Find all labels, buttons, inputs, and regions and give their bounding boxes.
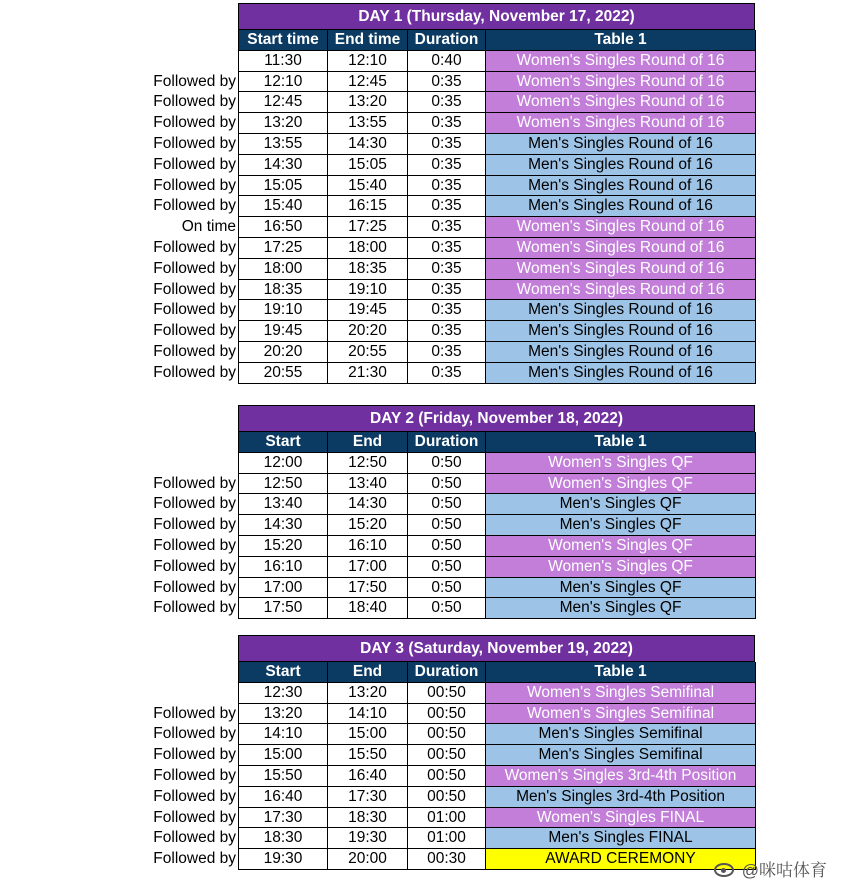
row-label: Followed by <box>153 135 236 152</box>
event-cell: Women's Singles QF <box>486 536 756 556</box>
row-label: Followed by <box>153 495 236 513</box>
end-time-cell: 15:05 <box>328 155 408 175</box>
column-header: Duration <box>408 662 486 682</box>
table-row <box>0 683 855 704</box>
row-label: Followed by <box>153 829 236 847</box>
table-row <box>0 134 855 155</box>
table-row <box>0 787 855 808</box>
event-cell: Women's Singles QF <box>486 474 756 494</box>
table-row <box>0 51 855 72</box>
event-cell: Women's Singles QF <box>486 557 756 577</box>
column-header: Table 1 <box>486 662 756 682</box>
column-header: Table 1 <box>486 432 756 452</box>
end-time-cell: 18:40 <box>328 598 408 618</box>
day-title: DAY 2 (Friday, November 18, 2022) <box>238 405 755 432</box>
row-label: Followed by <box>153 808 236 826</box>
event-cell: Men's Singles QF <box>486 515 756 535</box>
end-time-cell: 17:00 <box>328 557 408 577</box>
end-time-cell: 21:30 <box>328 363 408 383</box>
watermark-text: @咪咕体育 <box>741 861 827 880</box>
table-row <box>0 196 855 217</box>
table-row <box>0 598 855 619</box>
duration-cell: 0:35 <box>408 259 486 279</box>
start-time-cell: 16:40 <box>239 787 328 807</box>
duration-cell: 0:35 <box>408 134 486 154</box>
event-cell: Men's Singles Round of 16 <box>486 176 756 196</box>
column-header: End time <box>328 30 408 50</box>
duration-cell: 0:50 <box>408 598 486 618</box>
table-row <box>0 808 855 829</box>
start-time-cell: 13:20 <box>239 704 328 724</box>
row-label: Followed by <box>153 239 236 256</box>
table-row <box>0 300 855 321</box>
duration-cell: 0:35 <box>408 321 486 341</box>
start-time-cell: 20:55 <box>239 363 328 383</box>
end-time-cell: 13:40 <box>328 474 408 494</box>
table-row <box>0 238 855 259</box>
event-cell: Women's Singles Round of 16 <box>486 72 756 92</box>
event-cell: AWARD CEREMONY <box>486 849 756 869</box>
column-header: End <box>328 432 408 452</box>
end-time-cell: 18:00 <box>328 238 408 258</box>
column-header: Start <box>239 662 328 682</box>
start-time-cell: 18:00 <box>239 259 328 279</box>
table-row <box>0 766 855 787</box>
event-cell: Men's Singles Round of 16 <box>486 321 756 341</box>
duration-cell: 0:35 <box>408 342 486 362</box>
start-time-cell: 18:35 <box>239 280 328 300</box>
duration-cell: 0:35 <box>408 217 486 237</box>
event-cell: Men's Singles FINAL <box>486 828 756 848</box>
row-label: Followed by <box>153 301 236 319</box>
row-label: Followed by <box>153 176 236 194</box>
row-label: Followed by <box>153 474 236 492</box>
event-cell: Men's Singles Round of 16 <box>486 342 756 362</box>
end-time-cell: 15:40 <box>328 176 408 196</box>
end-time-cell: 20:00 <box>328 849 408 869</box>
start-time-cell: 14:30 <box>239 515 328 535</box>
start-time-cell: 19:45 <box>239 321 328 341</box>
row-label: Followed by <box>153 746 236 764</box>
event-cell: Men's Singles QF <box>486 578 756 598</box>
duration-cell: 0:40 <box>408 51 486 71</box>
start-time-cell: 17:25 <box>239 238 328 258</box>
start-time-cell: 15:00 <box>239 745 328 765</box>
table-row <box>0 363 855 384</box>
duration-cell: 01:00 <box>408 828 486 848</box>
end-time-cell: 17:50 <box>328 578 408 598</box>
end-time-cell: 19:10 <box>328 280 408 300</box>
event-cell: Men's Singles Round of 16 <box>486 300 756 320</box>
event-cell: Men's Singles 3rd-4th Position <box>486 787 756 807</box>
duration-cell: 00:50 <box>408 724 486 744</box>
duration-cell: 00:30 <box>408 849 486 869</box>
row-label: Followed by <box>153 93 236 111</box>
row-label: Followed by <box>153 787 236 805</box>
event-cell: Women's Singles Round of 16 <box>486 113 756 133</box>
duration-cell: 0:50 <box>408 515 486 535</box>
start-time-cell: 12:45 <box>239 92 328 112</box>
end-time-cell: 18:30 <box>328 808 408 828</box>
row-label: Followed by <box>153 537 236 554</box>
start-time-cell: 15:05 <box>239 176 328 196</box>
table-row <box>0 176 855 197</box>
table-row <box>0 828 855 849</box>
end-time-cell: 19:30 <box>328 828 408 848</box>
end-time-cell: 17:30 <box>328 787 408 807</box>
header-row <box>0 432 855 453</box>
event-cell: Men's Singles Semifinal <box>486 745 756 765</box>
event-cell: Men's Singles Round of 16 <box>486 134 756 154</box>
start-time-cell: 15:40 <box>239 196 328 216</box>
event-cell: Women's Singles 3rd-4th Position <box>486 766 756 786</box>
table-row <box>0 494 855 515</box>
column-header: Start <box>239 432 328 452</box>
event-cell: Men's Singles Round of 16 <box>486 363 756 383</box>
start-time-cell: 12:10 <box>239 72 328 92</box>
end-time-cell: 16:15 <box>328 196 408 216</box>
start-time-cell: 19:10 <box>239 300 328 320</box>
row-label: Followed by <box>153 363 236 381</box>
duration-cell: 0:35 <box>408 196 486 216</box>
row-label: Followed by <box>153 725 236 743</box>
table-row <box>0 280 855 301</box>
end-time-cell: 16:40 <box>328 766 408 786</box>
duration-cell: 0:35 <box>408 280 486 300</box>
end-time-cell: 14:30 <box>328 494 408 514</box>
event-cell: Women's Singles Semifinal <box>486 704 756 724</box>
duration-cell: 00:50 <box>408 704 486 724</box>
end-time-cell: 12:45 <box>328 72 408 92</box>
start-time-cell: 11:30 <box>239 51 328 71</box>
day-title: DAY 1 (Thursday, November 17, 2022) <box>238 3 755 30</box>
row-label: Followed by <box>153 114 236 132</box>
table-row <box>0 578 855 599</box>
watermark <box>712 856 827 881</box>
end-time-cell: 14:30 <box>328 134 408 154</box>
start-time-cell: 12:00 <box>239 453 328 473</box>
start-time-cell: 17:50 <box>239 598 328 618</box>
end-time-cell: 15:50 <box>328 745 408 765</box>
table-row <box>0 259 855 280</box>
table-row <box>0 72 855 93</box>
header-row <box>0 30 855 51</box>
header-row <box>0 662 855 683</box>
start-time-cell: 17:30 <box>239 808 328 828</box>
event-cell: Men's Singles QF <box>486 598 756 618</box>
start-time-cell: 13:55 <box>239 134 328 154</box>
duration-cell: 0:35 <box>408 300 486 320</box>
event-cell: Women's Singles Round of 16 <box>486 280 756 300</box>
row-label: Followed by <box>153 599 236 617</box>
column-header: End <box>328 662 408 682</box>
start-time-cell: 13:40 <box>239 494 328 514</box>
start-time-cell: 12:50 <box>239 474 328 494</box>
table-row <box>0 536 855 557</box>
row-label: Followed by <box>153 280 236 298</box>
table-row <box>0 745 855 766</box>
duration-cell: 0:50 <box>408 494 486 514</box>
table-row <box>0 321 855 342</box>
duration-cell: 0:35 <box>408 176 486 196</box>
table-row <box>0 515 855 536</box>
end-time-cell: 13:55 <box>328 113 408 133</box>
row-label: Followed by <box>153 704 236 722</box>
event-cell: Women's Singles Round of 16 <box>486 51 756 71</box>
table-row <box>0 704 855 725</box>
end-time-cell: 12:50 <box>328 453 408 473</box>
duration-cell: 00:50 <box>408 766 486 786</box>
end-time-cell: 15:00 <box>328 724 408 744</box>
duration-cell: 0:35 <box>408 113 486 133</box>
event-cell: Women's Singles Round of 16 <box>486 217 756 237</box>
start-time-cell: 17:00 <box>239 578 328 598</box>
duration-cell: 0:35 <box>408 92 486 112</box>
row-label: Followed by <box>153 557 236 575</box>
start-time-cell: 13:20 <box>239 113 328 133</box>
duration-cell: 0:50 <box>408 453 486 473</box>
event-cell: Men's Singles Round of 16 <box>486 196 756 216</box>
row-label: Followed by <box>153 322 236 340</box>
column-header: Duration <box>408 432 486 452</box>
event-cell: Men's Singles QF <box>486 494 756 514</box>
duration-cell: 0:50 <box>408 557 486 577</box>
end-time-cell: 20:20 <box>328 321 408 341</box>
start-time-cell: 15:50 <box>239 766 328 786</box>
row-label: Followed by <box>153 578 236 596</box>
start-time-cell: 18:30 <box>239 828 328 848</box>
row-label: Followed by <box>153 259 236 277</box>
table-row <box>0 453 855 474</box>
row-label: Followed by <box>153 155 236 173</box>
end-time-cell: 12:10 <box>328 51 408 71</box>
event-cell: Men's Singles Round of 16 <box>486 155 756 175</box>
table-row <box>0 557 855 578</box>
start-time-cell: 12:30 <box>239 683 328 703</box>
duration-cell: 0:50 <box>408 474 486 494</box>
row-label: On time <box>181 218 236 236</box>
row-label: Followed by <box>153 850 236 868</box>
end-time-cell: 17:25 <box>328 217 408 237</box>
start-time-cell: 14:10 <box>239 724 328 744</box>
duration-cell: 00:50 <box>408 683 486 703</box>
duration-cell: 0:50 <box>408 536 486 556</box>
event-cell: Women's Singles Round of 16 <box>486 259 756 279</box>
event-cell: Women's Singles Round of 16 <box>486 92 756 112</box>
start-time-cell: 15:20 <box>239 536 328 556</box>
table-row <box>0 92 855 113</box>
table-row <box>0 474 855 495</box>
end-time-cell: 20:55 <box>328 342 408 362</box>
duration-cell: 0:50 <box>408 578 486 598</box>
row-label: Followed by <box>153 72 236 90</box>
column-header: Table 1 <box>486 30 756 50</box>
row-label: Followed by <box>153 516 236 534</box>
row-label: Followed by <box>153 767 236 784</box>
end-time-cell: 13:20 <box>328 683 408 703</box>
end-time-cell: 19:45 <box>328 300 408 320</box>
column-header: Start time <box>239 30 328 50</box>
day-title: DAY 3 (Saturday, November 19, 2022) <box>238 635 755 662</box>
start-time-cell: 16:10 <box>239 557 328 577</box>
duration-cell: 0:35 <box>408 72 486 92</box>
event-cell: Women's Singles Semifinal <box>486 683 756 703</box>
start-time-cell: 19:30 <box>239 849 328 869</box>
table-row <box>0 342 855 363</box>
table-row <box>0 217 855 238</box>
start-time-cell: 20:20 <box>239 342 328 362</box>
duration-cell: 0:35 <box>408 155 486 175</box>
row-label: Followed by <box>153 197 236 215</box>
event-cell: Men's Singles Semifinal <box>486 724 756 744</box>
row-label: Followed by <box>153 343 236 360</box>
table-row <box>0 724 855 745</box>
duration-cell: 01:00 <box>408 808 486 828</box>
duration-cell: 00:50 <box>408 745 486 765</box>
end-time-cell: 14:10 <box>328 704 408 724</box>
table-row <box>0 113 855 134</box>
duration-cell: 0:35 <box>408 238 486 258</box>
column-header: Duration <box>408 30 486 50</box>
end-time-cell: 15:20 <box>328 515 408 535</box>
end-time-cell: 18:35 <box>328 259 408 279</box>
weibo-icon <box>712 859 738 879</box>
event-cell: Women's Singles Round of 16 <box>486 238 756 258</box>
table-row <box>0 155 855 176</box>
end-time-cell: 13:20 <box>328 92 408 112</box>
duration-cell: 00:50 <box>408 787 486 807</box>
start-time-cell: 14:30 <box>239 155 328 175</box>
event-cell: Women's Singles FINAL <box>486 808 756 828</box>
event-cell: Women's Singles QF <box>486 453 756 473</box>
end-time-cell: 16:10 <box>328 536 408 556</box>
duration-cell: 0:35 <box>408 363 486 383</box>
start-time-cell: 16:50 <box>239 217 328 237</box>
